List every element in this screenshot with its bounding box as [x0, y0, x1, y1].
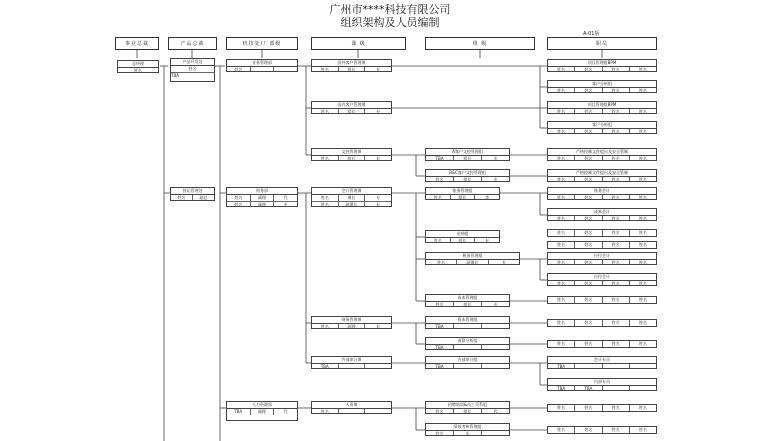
box-cell: 姓名	[426, 260, 457, 265]
box-cell: 姓名	[548, 195, 575, 200]
box-title: 内部专员	[548, 379, 656, 386]
box-cell: 姓名	[638, 320, 647, 325]
box-cell: 姓名	[603, 195, 630, 200]
dept-business-mgmt[interactable]	[226, 59, 298, 72]
box-cell: 专	[493, 177, 498, 182]
box-cell: 姓名	[575, 242, 602, 248]
box-cell: 副课长	[339, 202, 366, 207]
staff-box[interactable]	[547, 319, 657, 327]
box-cell: 组长	[451, 195, 476, 200]
box-cell	[575, 364, 602, 369]
box-cell: 姓名	[312, 67, 339, 72]
box-cell: 姓名	[548, 297, 575, 303]
box-cell: 姓名	[638, 297, 647, 302]
box-cell	[365, 409, 391, 414]
box-title: 人力资源部	[227, 402, 297, 409]
box-title: 招聘培训&员工关系组	[426, 402, 509, 409]
box-cell: 姓名	[638, 67, 647, 72]
box-cell: TBA	[426, 345, 454, 350]
box-title: 财务管理课	[312, 317, 391, 324]
box-title: 出纳组	[426, 231, 499, 238]
box-cell: 姓名	[603, 281, 630, 286]
box-cell	[454, 345, 482, 350]
staff-box[interactable]	[547, 121, 657, 134]
box-cell: 副理	[339, 324, 366, 329]
box-cell: 姓名	[426, 431, 454, 436]
box-cell: 姓名	[575, 320, 602, 326]
box-cell	[603, 364, 630, 369]
box-cell: 姓名	[548, 230, 575, 236]
box-cell: 副总	[199, 195, 208, 200]
staff-box[interactable]	[547, 340, 657, 348]
box-cell: TBA	[426, 324, 454, 329]
box-title: A客户文控管理组	[426, 149, 509, 156]
dept-hr[interactable]	[226, 401, 298, 421]
box-cell: 专	[485, 238, 490, 243]
box-cell: 姓名	[603, 230, 630, 236]
box-cell: 姓名	[548, 109, 575, 114]
box-cell: 姓名	[171, 195, 193, 201]
box-cell: 姓名	[426, 409, 454, 414]
box-cell: 姓名	[603, 88, 630, 93]
header-cell: 职员	[547, 37, 657, 50]
box-cell: 姓名	[575, 405, 602, 411]
staff-box[interactable]	[547, 101, 657, 114]
group-capital[interactable]	[425, 316, 510, 329]
box-cell: 专	[376, 109, 381, 114]
box-cell: 姓名	[575, 67, 602, 72]
box-cell: TBA	[548, 386, 575, 391]
box-cell	[482, 431, 509, 436]
box-cell: 姓名	[638, 341, 647, 346]
dept-operations[interactable]	[170, 187, 215, 201]
group-tax[interactable]	[425, 252, 520, 265]
staff-box[interactable]	[547, 404, 657, 412]
box-cell: 姓名	[638, 177, 647, 182]
box-cell: 姓名	[548, 242, 575, 248]
box-cell: 姓名	[603, 297, 630, 303]
section-domestic-client[interactable]	[311, 101, 392, 114]
box-cell: 姓名	[575, 88, 602, 93]
header-cell: 课 级	[311, 37, 406, 50]
box-cell: 姓名	[548, 260, 575, 265]
box-title: 严格控制文件提出及安全管制	[548, 149, 656, 156]
box-cell: 副课长	[457, 260, 488, 265]
box-title: 预算分析组	[426, 338, 509, 345]
box-cell: 姓名	[575, 281, 602, 286]
box-cell: TBA	[575, 386, 602, 391]
box-cell: 姓名	[548, 129, 575, 134]
box-cell	[274, 67, 297, 72]
box-cell: 姓名	[575, 230, 602, 236]
box-cell: 姓名	[312, 109, 339, 114]
box-cell: TBA	[426, 364, 454, 369]
box-cell: 姓名	[603, 216, 630, 221]
box-cell: 专	[501, 260, 506, 265]
staff-box[interactable]	[547, 252, 657, 265]
box-cell: 姓名	[548, 341, 575, 347]
box-title: 营运管理处	[171, 188, 214, 195]
box-title: 资本管理组	[426, 317, 509, 324]
box-cell: 姓名	[638, 109, 647, 114]
box-cell: 姓名	[548, 216, 575, 221]
box-cell: 组长	[451, 238, 476, 243]
staff-box[interactable]	[547, 229, 657, 237]
box-cell: 类	[485, 195, 490, 200]
box-cell: 姓名	[575, 109, 602, 114]
staff-box[interactable]	[547, 378, 657, 391]
box-title: 应付会计	[548, 274, 656, 281]
staff-box[interactable]	[547, 241, 657, 249]
box-cell: 姓名	[575, 216, 602, 221]
box-cell: 姓名	[426, 302, 454, 307]
box-cell: 姓名	[575, 297, 602, 303]
header-cell: 组 级	[425, 37, 535, 50]
box-title: 国内客户管理课	[312, 102, 391, 109]
box-title: 财务部	[227, 188, 297, 195]
header-cell: 事业总裁	[115, 37, 159, 50]
box-cell: 姓名	[548, 405, 575, 411]
box-cell: 副理	[251, 202, 275, 207]
box-cell: 姓名	[548, 177, 575, 182]
box-cell: TBA	[171, 73, 179, 78]
box-cell: TBA	[312, 364, 339, 369]
box-cell: 姓名	[575, 427, 602, 433]
box-cell	[454, 324, 482, 329]
box-title: 税务管理组	[426, 253, 519, 260]
box-cell	[454, 364, 482, 369]
box-title: 严格控制文件提出及安全管制	[548, 170, 656, 177]
box-cell: 专	[493, 156, 498, 161]
box-cell: 姓名	[638, 260, 647, 265]
box-title: 账务会计	[548, 188, 656, 195]
ceo-box[interactable]	[117, 60, 159, 73]
box-cell: 姓名	[548, 281, 575, 286]
box-cell: 姓名	[603, 260, 630, 265]
staff-box[interactable]	[547, 148, 657, 161]
box-title: 产品开发处	[171, 59, 214, 66]
section-overseas-client[interactable]	[311, 59, 392, 72]
staff-box[interactable]	[547, 80, 657, 93]
section-accounting[interactable]	[311, 187, 392, 207]
box-cell: 姓名	[548, 320, 575, 326]
box-cell: 组长	[454, 177, 482, 182]
staff-box[interactable]	[547, 208, 657, 221]
box-cell: 姓名	[575, 195, 602, 200]
box-cell: 专	[376, 324, 381, 329]
staff-box[interactable]	[547, 356, 657, 369]
group-ledger[interactable]	[425, 187, 500, 200]
box-cell: 姓名	[312, 324, 339, 329]
box-cell: 姓名	[312, 156, 339, 161]
box-title: 账务管理组	[426, 188, 499, 195]
box-cell: 专	[493, 302, 498, 307]
box-title: 成本会计	[548, 209, 656, 216]
box-title: 成本管理组	[426, 295, 509, 302]
box-cell: TBA	[548, 364, 575, 369]
staff-box[interactable]	[547, 59, 657, 72]
dept-product-dev[interactable]	[170, 58, 215, 82]
box-cell	[630, 386, 656, 391]
box-cell: 姓名	[603, 129, 630, 134]
box-cell: 副理	[251, 195, 275, 201]
header-cell: 机技处/厂部级	[226, 37, 298, 50]
box-cell: 姓名	[575, 129, 602, 134]
box-title: 应付会计	[548, 253, 656, 260]
box-title: 会计专员	[548, 357, 656, 364]
box-cell: 姓名	[312, 202, 339, 207]
box-cell: 专	[376, 202, 381, 207]
box-cell: 姓名	[426, 177, 454, 182]
group-bc-client-doc[interactable]	[425, 169, 510, 182]
box-cell: 姓名	[603, 242, 630, 248]
box-cell: 代	[283, 195, 288, 200]
box-cell: 姓名	[638, 405, 647, 410]
box-cell: 姓名	[603, 405, 630, 411]
box-cell	[339, 409, 366, 414]
box-title: 项目管理组BPM	[548, 60, 656, 67]
box-cell: 姓名	[603, 109, 630, 114]
section-financial-mgmt[interactable]	[311, 316, 392, 329]
box-cell: 姓名	[312, 195, 339, 201]
box-cell: 姓名	[638, 281, 647, 286]
box-title: 项目管理组BPM	[548, 102, 656, 109]
box-cell: 姓名	[603, 427, 630, 433]
box-cell: 姓名	[227, 202, 251, 207]
box-title: 会计管理课	[312, 188, 391, 195]
box-cell: 姓名	[227, 195, 251, 201]
group-performance[interactable]	[425, 423, 510, 436]
group-budget[interactable]	[425, 337, 510, 350]
header-cell: 产品总裁	[168, 37, 217, 50]
box-title: 国外客户管理课	[312, 60, 391, 67]
box-cell	[603, 386, 630, 391]
box-title: 内部审计课	[312, 357, 391, 364]
box-cell	[365, 364, 391, 369]
box-cell: 姓名	[638, 427, 647, 432]
box-cell: 姓名	[548, 427, 575, 433]
box-cell	[339, 364, 366, 369]
staff-box[interactable]	[547, 426, 657, 434]
doc-version: A-01版	[583, 31, 600, 37]
box-title: 总经理	[118, 61, 158, 68]
box-cell: 姓名	[312, 409, 339, 414]
group-internal-audit[interactable]	[425, 356, 510, 369]
box-cell: 姓名	[575, 177, 602, 182]
box-cell: TBA	[227, 409, 251, 415]
box-cell: 姓名	[603, 341, 630, 347]
box-cell: 组长	[454, 409, 482, 414]
box-cell: 姓名	[548, 88, 575, 93]
box-cell: 组长	[454, 302, 482, 307]
box-cell: 专	[283, 202, 288, 207]
section-internal-audit[interactable]	[311, 356, 392, 369]
box-cell: TBA	[426, 156, 454, 161]
box-cell: 专	[376, 195, 381, 200]
group-a-client-doc[interactable]	[425, 148, 510, 161]
box-cell: 姓名	[638, 88, 647, 93]
box-cell	[251, 67, 275, 72]
box-cell: 组长	[339, 156, 366, 161]
page-subtitle: 组织架构及人员编制	[340, 16, 440, 29]
box-cell: 姓名	[603, 156, 630, 161]
box-cell: 课长	[339, 195, 366, 201]
box-cell: 专	[376, 67, 381, 72]
box-cell: 组长	[454, 156, 482, 161]
box-cell: 姓名	[638, 230, 647, 235]
box-cell	[482, 364, 509, 369]
box-cell: 姓名	[638, 216, 647, 221]
box-cell: 姓名	[575, 341, 602, 347]
box-cell: 代	[493, 409, 498, 414]
box-title: 文控管理课	[312, 149, 391, 156]
box-cell: 组长	[339, 67, 366, 72]
staff-box[interactable]	[547, 273, 657, 286]
box-cell: 姓名	[603, 320, 630, 326]
box-cell	[630, 364, 656, 369]
page-title: 广州市****科技有限公司	[329, 3, 451, 16]
box-cell: 专	[454, 431, 482, 436]
staff-box[interactable]	[547, 169, 657, 182]
box-cell: 姓名	[548, 156, 575, 161]
box-cell	[482, 324, 509, 329]
box-cell: 姓名	[575, 260, 602, 265]
box-cell: 姓名	[227, 67, 251, 72]
box-cell: 姓名	[134, 68, 142, 73]
box-cell: 姓名	[575, 156, 602, 161]
box-cell: 姓名	[426, 195, 451, 200]
box-title: 客户分析组	[548, 122, 656, 129]
section-hr[interactable]	[311, 401, 392, 414]
box-title: 内部审计组	[426, 357, 509, 364]
box-cell	[482, 345, 509, 350]
box-cell: 姓名	[638, 129, 647, 134]
box-cell: 姓名	[426, 238, 451, 243]
box-title: 绩效考核管理组	[426, 424, 509, 431]
box-cell: 姓名	[638, 195, 647, 200]
box-cell: 姓名	[603, 67, 630, 72]
box-cell: 姓名	[603, 177, 630, 182]
section-doc-control[interactable]	[311, 148, 392, 161]
box-cell: 副理	[251, 409, 275, 415]
box-cell: 代	[283, 409, 288, 414]
staff-box[interactable]	[547, 296, 657, 304]
box-title: 人资课	[312, 402, 391, 409]
group-cost[interactable]	[425, 294, 510, 307]
box-title: 客户分析组	[548, 81, 656, 88]
box-cell: 组长	[339, 109, 366, 114]
group-cashier[interactable]	[425, 230, 500, 243]
box-cell: 姓名	[638, 242, 647, 247]
box-cell: 姓名	[548, 67, 575, 72]
box-cell: 姓名	[188, 66, 197, 71]
staff-box[interactable]	[547, 187, 657, 200]
box-title: 业务管理部	[227, 60, 297, 67]
box-cell: 姓名	[638, 156, 647, 161]
box-cell: 专	[376, 156, 381, 161]
dept-finance[interactable]	[226, 187, 298, 207]
box-title: B&C客户文控管理组	[426, 170, 509, 177]
group-recruit-training[interactable]	[425, 401, 510, 414]
